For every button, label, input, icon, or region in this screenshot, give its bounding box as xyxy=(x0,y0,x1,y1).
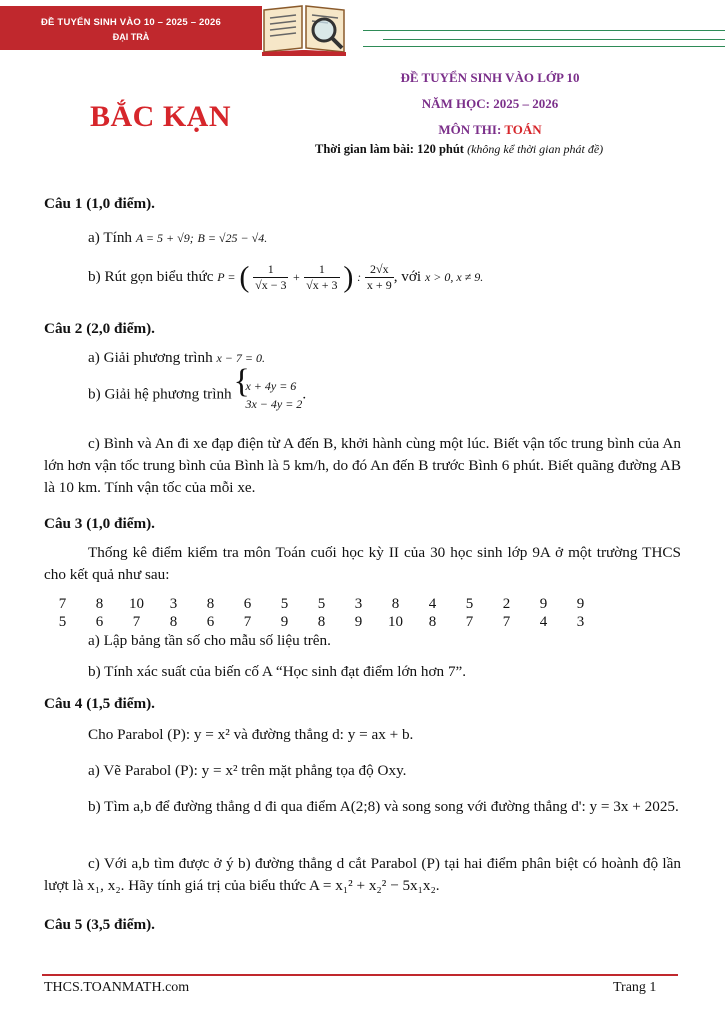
score-cell: 6 xyxy=(206,614,215,630)
q3-b: b) Tính xác suất của biến cố A “Học sinh đạt điểm lớn hơn 7”. xyxy=(88,663,467,680)
banner-subtitle: ĐẠI TRÀ xyxy=(112,32,150,42)
fraction-3: $\frac{2√x}{x + 9}$ xyxy=(366,262,392,292)
q1-b: b) Rút gọn biểu thức P = ( $\frac{1}{√x - 3}$ + $\frac{1}{√x + 3}$ ) : $\frac{2√x}{x + 9}$ , với x > 0, x ≠ 9. xyxy=(88,260,484,294)
footer-site: THCS.TOANMATH.com xyxy=(44,980,190,995)
paren-close: ) xyxy=(343,260,354,294)
score-cell: 10 xyxy=(129,596,144,612)
score-cell: 6 xyxy=(95,614,104,630)
score-cell: 3 xyxy=(354,596,363,612)
footer-rule xyxy=(42,974,678,976)
header-rule-3 xyxy=(363,46,725,47)
score-cell: 4 xyxy=(539,614,548,630)
score-cell: 6 xyxy=(243,596,252,612)
q2-b: b) Giải hệ phương trình { x + 4y = 6 3x − 4y = 2 . xyxy=(88,377,306,413)
score-cell: 7 xyxy=(132,614,141,630)
q1-b-formula: P = xyxy=(217,269,236,284)
q3-intro: Thống kê điểm kiểm tra môn Toán cuối học kỳ II của 30 học sinh lớp 9A ở một trường THCS cho kết quả như sau: xyxy=(44,544,681,583)
score-cell: 7 xyxy=(465,614,474,630)
exam-title: ĐỀ TUYỂN SINH VÀO LỚP 10 xyxy=(400,70,580,85)
q2-a-math: x − 7 = 0. xyxy=(216,351,265,365)
footer-page: Trang 1 xyxy=(613,980,657,995)
q2-b-text: b) Giải hệ phương trình xyxy=(88,385,232,403)
score-cell: 2 xyxy=(502,596,511,612)
score-cell: 4 xyxy=(428,596,437,612)
q4-a: a) Vẽ Parabol (P): y = x² trên mặt phẳng tọa độ Oxy. xyxy=(88,762,407,779)
score-cell: 8 xyxy=(391,596,400,612)
q4-intro: Cho Parabol (P): y = x² và đường thẳng d: y = ax + b. xyxy=(88,726,414,743)
header-rule-1 xyxy=(363,30,725,31)
header-banner xyxy=(0,6,262,50)
score-cell: 8 xyxy=(317,614,326,630)
banner-title: ĐỀ TUYỂN SINH VÀO 10 – 2025 – 2026 xyxy=(41,17,221,28)
book-magnifier-icon xyxy=(258,0,350,60)
score-cell: 5 xyxy=(58,614,67,630)
score-cell: 8 xyxy=(206,596,215,612)
score-cell: 5 xyxy=(280,596,289,612)
q1-b-cond: x > 0, x ≠ 9. xyxy=(424,269,484,284)
score-cell: 8 xyxy=(428,614,437,630)
q4-c: c) Với a,b tìm được ở ý b) đường thẳng d cắt Parabol (P) tại hai điểm phân biệt có hoành độ lần lượt là x₁, x₂. Hãy tính giá trị của biểu thức A = x₁² + x₂² − 5x₁x₂. xyxy=(44,855,681,894)
q2-c: c) Bình và An đi xe đạp điện từ A đến B, khởi hành cùng một lúc. Biết vận tốc trung bình của An lớn hơn vận tốc trung bình của Bình là 5 km/h, do đó An đến B trước Bình 6 phút. Biết quãng đường AB là 10 km. Tính vận tốc của mỗi xe. xyxy=(44,435,681,496)
score-cell: 9 xyxy=(576,596,585,612)
score-cell: 7 xyxy=(243,614,252,630)
score-row-1 xyxy=(44,595,604,613)
q1-b-text: b) Rút gọn biểu thức xyxy=(88,267,214,285)
header-rule-2 xyxy=(383,39,725,40)
exam-info xyxy=(300,70,680,148)
score-table xyxy=(44,595,604,631)
province-title: BẮC KẠN xyxy=(90,100,232,133)
score-cell: 5 xyxy=(465,596,474,612)
equation-1: { x + 4y = 6 xyxy=(245,379,297,393)
score-cell: 3 xyxy=(576,614,585,630)
score-cell: 9 xyxy=(280,614,289,630)
q1-b-tail: , với xyxy=(393,267,422,285)
q1-a xyxy=(88,227,267,249)
fraction-1: $\frac{1}{√x - 3}$ xyxy=(255,262,287,292)
score-cell: 10 xyxy=(388,614,403,630)
q3-title: Câu 3 (1,0 điểm). xyxy=(44,515,155,532)
q1-a-math1: A = 5 + √9; xyxy=(135,231,194,245)
q4-b: b) Tìm a,b để đường thẳng d đi qua điểm A(2;8) và song song với đường thẳng d': y = 3x + 2025. xyxy=(88,798,679,815)
subject-label: MÔN THI: xyxy=(438,122,502,137)
q5-title: Câu 5 (3,5 điểm). xyxy=(44,916,155,933)
subject-value: TOÁN xyxy=(504,122,542,137)
equation-system xyxy=(235,377,302,413)
score-cell: 9 xyxy=(539,596,548,612)
duration-note: (không kể thời gian phát đề) xyxy=(467,142,604,156)
q1-a-text: a) Tính xyxy=(88,229,133,246)
equation-2: 3x − 4y = 2 xyxy=(245,397,303,411)
score-cell: 9 xyxy=(354,614,363,630)
q1-a-math2: B = √25 − √4. xyxy=(197,231,268,245)
exam-subject xyxy=(300,122,680,138)
paren-open: ( xyxy=(239,260,250,294)
score-cell: 8 xyxy=(95,596,104,612)
q3-a: a) Lập bảng tần số cho mẫu số liệu trên. xyxy=(88,632,331,649)
exam-duration xyxy=(315,142,603,157)
score-cell: 8 xyxy=(169,614,178,630)
score-cell: 7 xyxy=(502,614,511,630)
q1-title: Câu 1 (1,0 điểm). xyxy=(44,195,155,212)
score-cell: 3 xyxy=(169,596,178,612)
exam-year: NĂM HỌC: 2025 – 2026 xyxy=(421,96,559,111)
duration-label: Thời gian làm bài: 120 phút xyxy=(315,142,464,156)
fraction-2: $\frac{1}{√x + 3}$ xyxy=(306,262,338,292)
q2-title: Câu 2 (2,0 điểm). xyxy=(44,320,155,337)
q2-a-text: a) Giải phương trình xyxy=(88,349,213,366)
score-cell: 5 xyxy=(317,596,326,612)
score-cell: 7 xyxy=(58,596,67,612)
q4-title: Câu 4 (1,5 điểm). xyxy=(44,695,155,712)
score-row-2 xyxy=(44,613,604,631)
